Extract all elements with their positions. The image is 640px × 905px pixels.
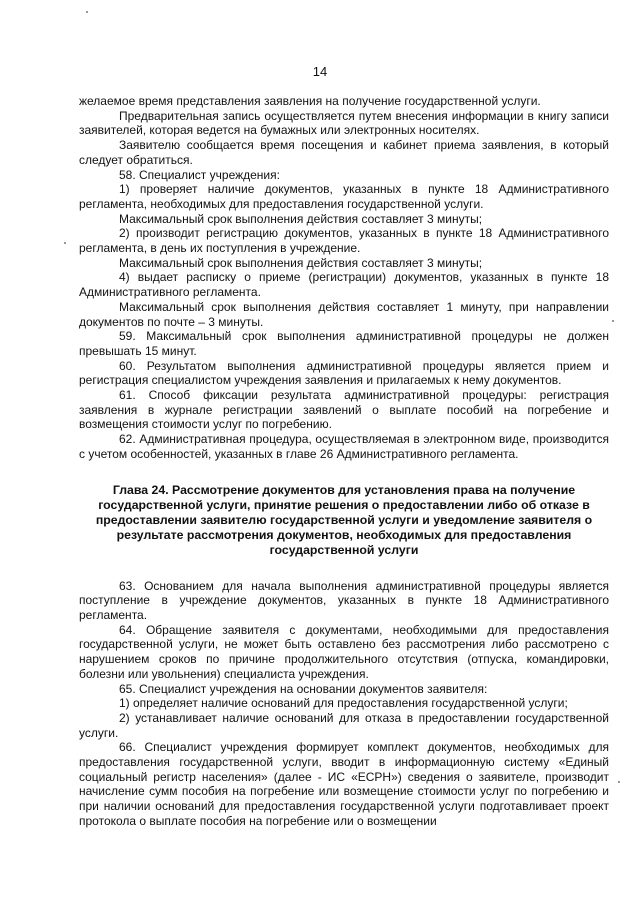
paragraph: Максимальный срок выполнения действия составляет 3 минуты; xyxy=(119,211,483,226)
heading-line: государственной услуги, принятие решения о предоставлении либо об отказе в xyxy=(98,497,590,512)
scan-speck xyxy=(612,320,614,322)
paragraph: Предварительная запись осуществляется путем внесения информации в книгу записи заявителей, которая ведется на бумажных или электронных носителях. xyxy=(79,108,609,138)
paragraph: 59. Максимальный срок выполнения административной процедуры не должен превышать 15 минут. xyxy=(79,329,609,358)
paragraph: Заявителю сообщается время посещения и кабинет приема заявления, в который следует обратиться. xyxy=(79,138,609,167)
paragraph: 1) проверяет наличие документов, указанных в пункте 18 Административного регламента, необходимых для предоставления государственной услуги. xyxy=(79,182,609,211)
paragraph: Максимальный срок выполнения действия составляет 1 минуту, при направлении документов по почте – 3 минуты. xyxy=(79,299,609,329)
paragraph: 2) производит регистрацию документов, указанных в пункте 18 Административного регламента, в день их поступления в учреждение. xyxy=(79,226,609,256)
heading-line: Глава 24. Рассмотрение документов для установления права на получение xyxy=(112,482,576,497)
scan-speck xyxy=(86,11,88,13)
paragraph: 65. Специалист учреждения на основании документов заявителя: xyxy=(119,681,488,696)
paragraph: Максимальный срок выполнения действия составляет 3 минуты; xyxy=(119,255,483,270)
chapter-heading xyxy=(79,483,609,558)
scan-speck xyxy=(618,781,620,783)
paragraph: 62. Административная процедура, осуществляемая в электронном виде, производится с учетом особенностей, указанных в главе 26 Административного регламента. xyxy=(79,432,609,461)
paragraph: 1) определяет наличие оснований для предоставления государственной услуги; xyxy=(119,696,568,711)
paragraph: 58. Специалист учреждения: xyxy=(119,167,280,182)
paragraph: 66. Специалист учреждения формирует комплект документов, необходимых для предоставления государственной услуги, вводит в информационную систему «Единый социальный регистр населения» (далее - ИС «ЕСРН») сведения о заявителе, производит начисление сумм пособия на погребение или возмещение стоимости услуг по погребению и при наличии оснований для предоставления государственной услуги подготавливает проект протокола о выплате пособия на погребение или о возмещении xyxy=(79,740,609,828)
heading-line: предоставлении заявителю государственной услуги и уведомление заявителя о xyxy=(95,512,593,527)
paragraph: желаемое время представления заявления на получение государственной услуги. xyxy=(79,94,541,108)
scan-speck xyxy=(64,242,66,244)
document-body xyxy=(79,94,609,829)
paragraph: 64. Обращение заявителя с документами, необходимыми для предоставления государственной услуги, не может быть оставлено без рассмотрения либо рассмотрено с нарушением сроков по причине продолжительного отсутствия (отпуска, командировки, болезни или увольнения) специалиста учреждения. xyxy=(79,622,609,681)
paragraph: 60. Результатом выполнения административной процедуры является прием и регистрация специалистом учреждения заявления и прилагаемых к нему документов. xyxy=(79,358,609,388)
page-number: 14 xyxy=(312,64,328,79)
paragraph: 61. Способ фиксации результата административной процедуры: регистрация заявления в журнале регистрации заявлений о выплате пособий на погребение и возмещения стоимости услуг по погребению. xyxy=(79,388,609,432)
paragraph: 2) устанавливает наличие оснований для отказа в предоставлении государственной услуги. xyxy=(79,710,609,740)
paragraph: 4) выдает расписку о приеме (регистрации) документов, указанных в пункте 18 Административного регламента. xyxy=(79,270,609,300)
paragraph: 63. Основанием для начала выполнения административной процедуры является поступление в учреждение документов, указанных в пункте 18 Административного регламента. xyxy=(79,578,609,622)
heading-line: государственной услуги xyxy=(269,542,419,557)
heading-line: результате рассмотрения документов, необходимых для предоставления xyxy=(116,527,572,542)
